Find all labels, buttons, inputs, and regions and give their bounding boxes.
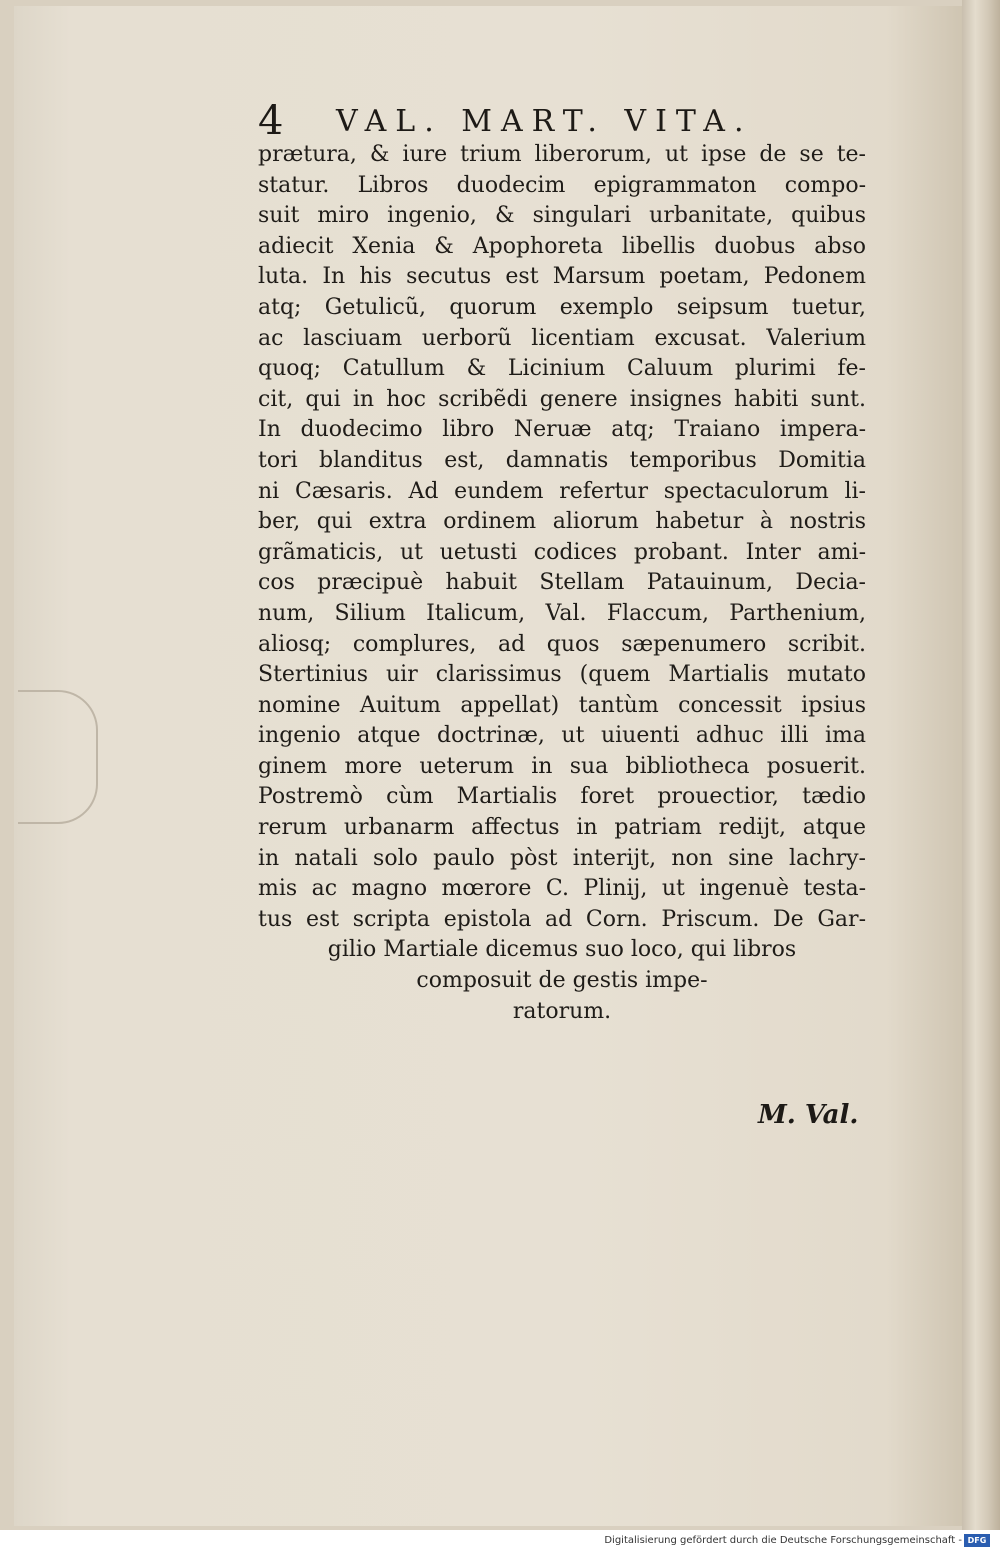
catchword: M. Val. bbox=[758, 1100, 859, 1130]
page-edge bbox=[962, 0, 1000, 1530]
closing-line: composuit de gestis impe- bbox=[416, 968, 708, 994]
text-line: prætura, & iure trium liberorum, ut ipse de se te- bbox=[258, 142, 866, 167]
text-line: ber, qui extra ordinem aliorum habetur à nostris bbox=[258, 509, 866, 535]
text-line: cit, qui in hoc scribẽdi genere insignes habiti sunt. bbox=[258, 386, 866, 412]
text-line: in natali solo paulo pòst interijt, non sine lachry- bbox=[258, 845, 866, 871]
text-line: quoq; Catullum & Licinium Caluum plurimi fe- bbox=[258, 356, 866, 382]
closing-line: ratorum. bbox=[512, 998, 612, 1024]
text-line: Stertinius uir clarissimus (quem Martialis mutato bbox=[258, 662, 866, 688]
text-line: tori blanditus est, damnatis temporibus Domitia bbox=[258, 447, 866, 473]
text-line: mis ac magno mœrore C. Plinij, ut ingenuè testa- bbox=[258, 876, 866, 902]
dfg-logo-icon: DFG bbox=[964, 1534, 990, 1547]
text-line: rerum urbanarm affectus in patriam redijt, atque bbox=[258, 815, 866, 841]
page-header bbox=[258, 96, 858, 146]
text-line: In duodecimo libro Neruæ atq; Traiano impera- bbox=[258, 417, 866, 443]
text-line: atq; Getulicũ, quorum exemplo seipsum tuetur, bbox=[258, 294, 866, 320]
text-line: ingenio atque doctrinæ, ut uiuenti adhuc illi ima bbox=[258, 723, 866, 749]
text-line: num, Silium Italicum, Val. Flaccum, Parthenium, bbox=[258, 600, 866, 626]
footer-credit: Digitalisierung gefördert durch die Deutsche Forschungsgemeinschaft - bbox=[604, 1535, 962, 1546]
closing-line: gilio Martiale dicemus suo loco, qui libros bbox=[327, 937, 797, 963]
text-line: tus est scripta epistola ad Corn. Priscum. De Gar- bbox=[258, 906, 866, 932]
text-line: luta. In his secutus est Marsum poetam, Pedonem bbox=[258, 264, 866, 290]
text-line: aliosq; complures, ad quos sæpenumero scribit. bbox=[258, 631, 866, 657]
text-line: ac lasciuam uerborũ licentiam excusat. Valerium bbox=[258, 325, 866, 351]
text-line: nomine Auitum appellat) tantùm concessit ipsius bbox=[258, 692, 866, 718]
text-line: ginem more ueterum in sua bibliotheca posuerit. bbox=[258, 753, 866, 779]
paper-clip-mark bbox=[18, 690, 98, 824]
text-line: statur. Libros duodecim epigrammaton compo- bbox=[258, 172, 866, 198]
text-line: adiecit Xenia & Apophoreta libellis duobus abso bbox=[258, 233, 866, 259]
running-title: VAL. MART. VITA. bbox=[336, 104, 753, 139]
text-line: cos præcipuè habuit Stellam Patauinum, Decia- bbox=[258, 570, 866, 596]
text-line: Postremò cùm Martialis foret prouectior, tædio bbox=[258, 784, 866, 810]
text-line: ni Cæsaris. Ad eundem refertur spectaculorum li- bbox=[258, 478, 866, 504]
page-number: 4 bbox=[258, 98, 284, 144]
text-line: suit miro ingenio, & singulari urbanitate, quibus bbox=[258, 203, 866, 229]
body-text bbox=[258, 140, 866, 1027]
digitization-footer bbox=[0, 1532, 1000, 1551]
text-line: grãmaticis, ut uetusti codices probant. Inter ami- bbox=[258, 539, 866, 565]
